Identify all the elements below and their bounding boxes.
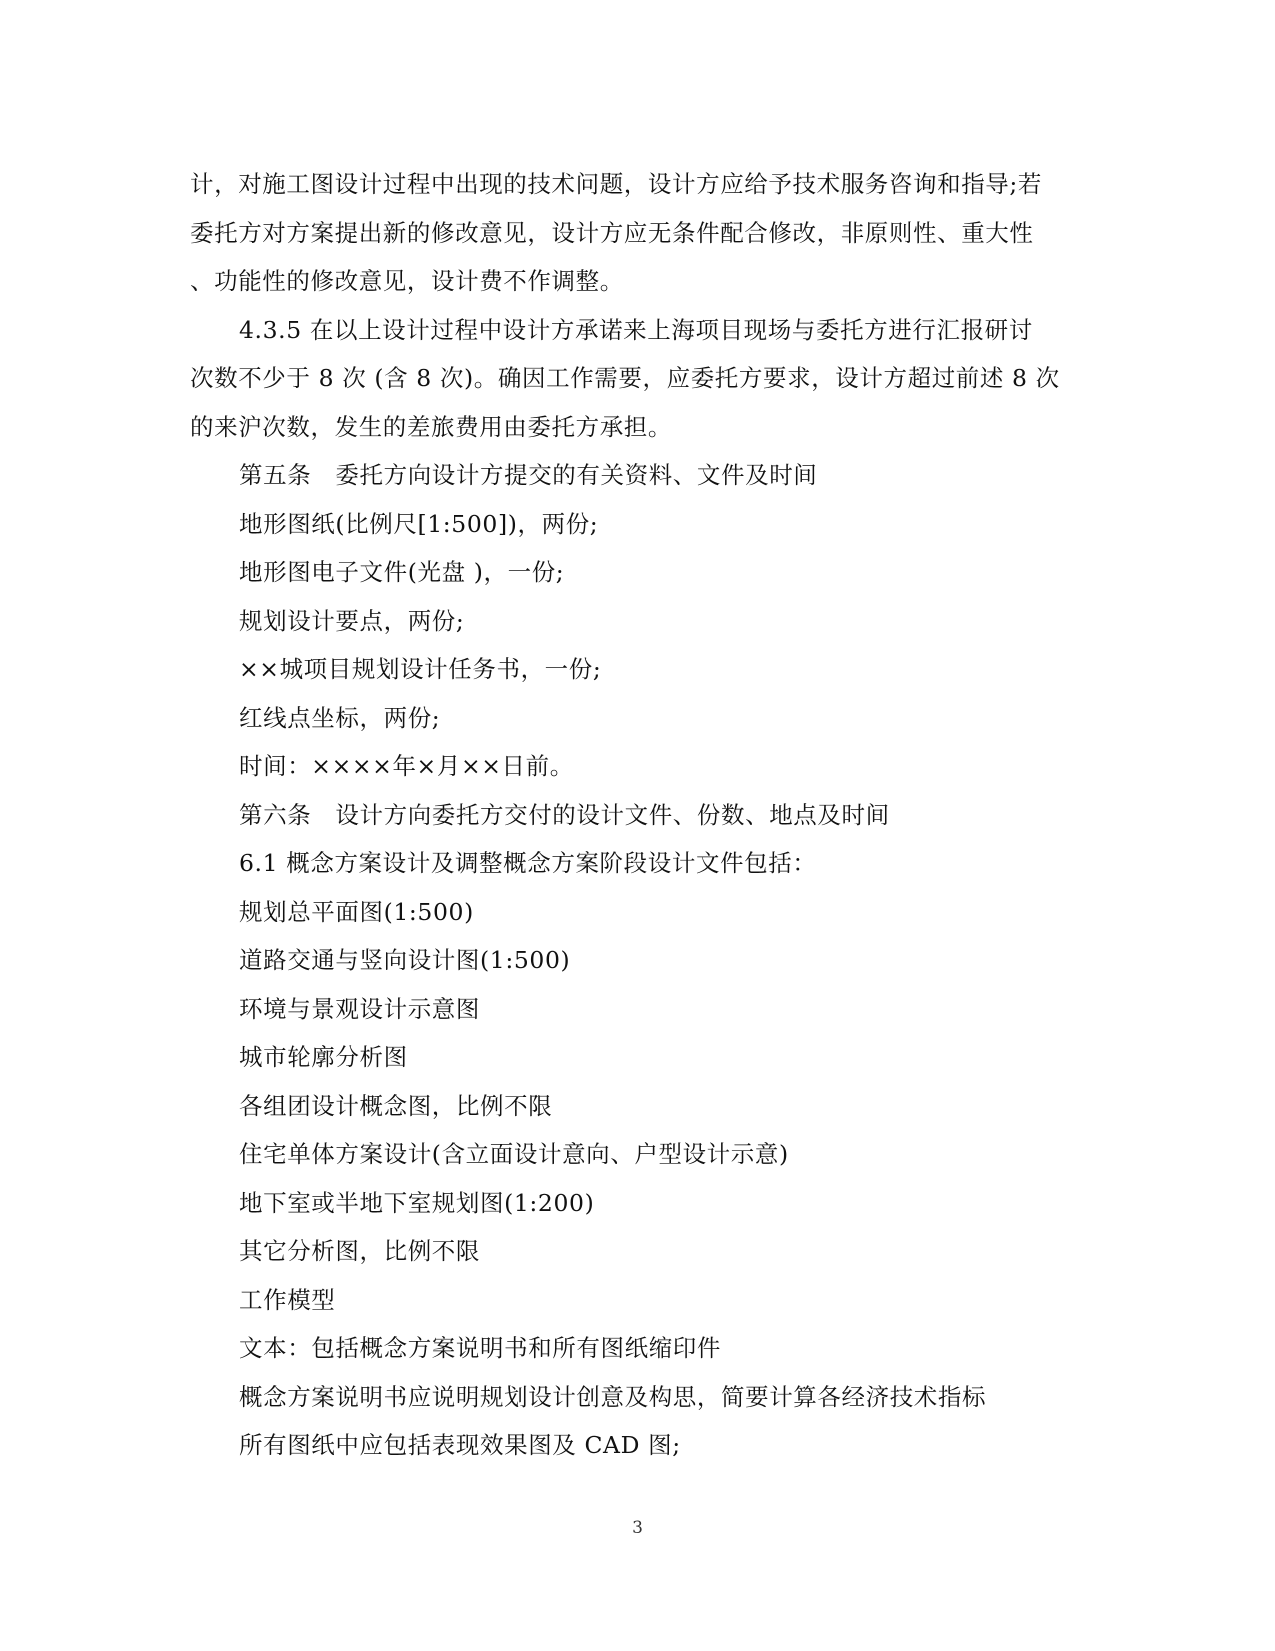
text-line: 的来沪次数，发生的差旅费用由委托方承担。 [190, 412, 672, 441]
list-item: 各组团设计概念图，比例不限 [239, 1091, 553, 1120]
section-heading: 第六条 设计方向委托方交付的设计文件、份数、地点及时间 [239, 800, 890, 829]
section-heading: 第五条 委托方向设计方提交的有关资料、文件及时间 [239, 461, 818, 489]
list-item: 住宅单体方案设计(含立面设计意向、户型设计示意) [239, 1140, 789, 1168]
list-item: 规划设计要点，两份; [239, 606, 465, 635]
list-item: 地形图电子文件(光盘 )，一份; [239, 558, 565, 586]
text-line: 次数不少于 8 次 (含 8 次)。确因工作需要，应委托方要求，设计方超过前述 8 次 [190, 364, 1060, 392]
list-item: 规划总平面图(1:500) [239, 897, 474, 926]
text-line: 4.3.5 在以上设计过程中设计方承诺来上海项目现场与委托方进行汇报研讨 [239, 315, 1033, 344]
list-item: 道路交通与竖向设计图(1:500) [239, 946, 571, 974]
list-item: 地下室或半地下室规划图(1:200) [239, 1188, 595, 1217]
list-item: 地形图纸(比例尺[1:500])，两份; [239, 509, 599, 538]
list-item: 文本：包括概念方案说明书和所有图纸缩印件 [239, 1334, 721, 1362]
subsection-heading: 6.1 概念方案设计及调整概念方案阶段设计文件包括： [239, 849, 817, 877]
list-item: 时间：××××年×月××日前。 [239, 752, 574, 780]
list-item: 红线点坐标，两份; [239, 703, 441, 732]
list-item: ××城项目规划设计任务书，一份; [239, 655, 602, 683]
page-number: 3 [632, 1518, 643, 1538]
text-line: 、功能性的修改意见，设计费不作调整。 [190, 267, 624, 295]
list-item: 城市轮廓分析图 [239, 1043, 408, 1071]
document-body [190, 160, 1090, 1470]
list-item: 概念方案说明书应说明规划设计创意及构思，简要计算各经济技术指标 [239, 1382, 987, 1411]
list-item: 其它分析图，比例不限 [239, 1237, 480, 1265]
text-line: 计，对施工图设计过程中出现的技术问题，设计方应给予技术服务咨询和指导;若 [190, 170, 1043, 198]
list-item: 环境与景观设计示意图 [239, 994, 480, 1023]
list-item: 工作模型 [239, 1285, 336, 1314]
list-item: 所有图纸中应包括表现效果图及 CAD 图; [239, 1431, 681, 1459]
text-line: 委托方对方案提出新的修改意见，设计方应无条件配合修改，非原则性、重大性 [190, 218, 1034, 247]
